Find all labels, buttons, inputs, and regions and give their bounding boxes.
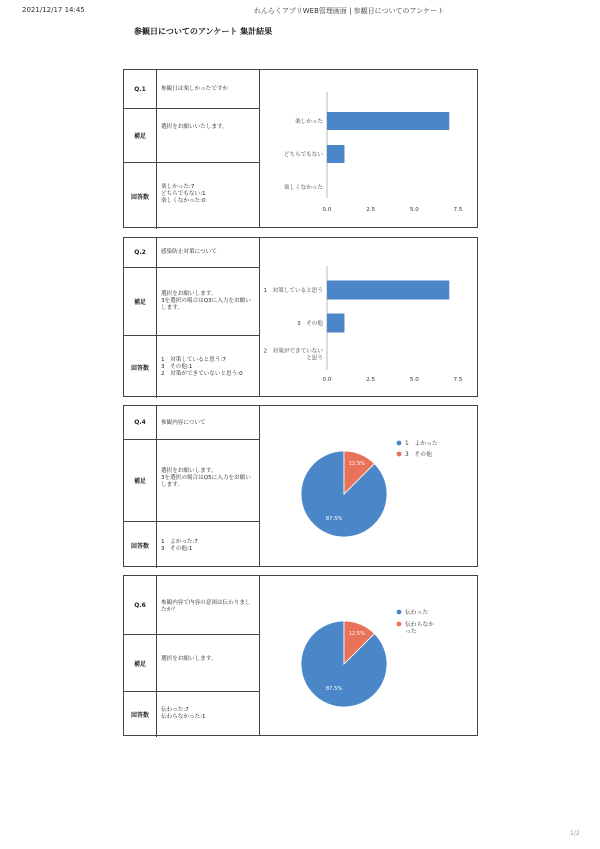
page-title: 参観日についてのアンケート 集計結果 <box>134 27 273 36</box>
supplement-row <box>124 108 260 162</box>
bar-chart-q1 <box>260 70 479 227</box>
x-tick-label: 5.0 <box>409 377 419 383</box>
legend-marker <box>397 610 402 615</box>
legend-label: 3 その他 <box>405 452 432 458</box>
supplement-text: 選択をお願いします。 3を選択の場合はQ5に入力をお願いします。 <box>161 468 251 488</box>
question-info-column <box>124 70 260 227</box>
slice-data-label: 87.5% <box>325 515 343 522</box>
x-tick-label: 5.0 <box>409 207 419 213</box>
pie-chart-q6 <box>260 576 479 735</box>
answers-text: 伝わった:7 伝わらなかった:1 <box>161 707 206 720</box>
supplement-text: 選択をお願いします。 3を選択の場合はQ3に入力をお願いします。 <box>161 291 251 311</box>
print-site-title: れんらくアプリWEB管理画面 | 参観日についてのアンケート <box>254 7 445 15</box>
x-tick-label: 2.5 <box>366 207 376 213</box>
question-block-q2 <box>123 237 478 397</box>
slice-data-label: 87.5% <box>325 685 343 692</box>
question-row <box>124 238 260 267</box>
x-tick-label: 0.0 <box>322 377 332 383</box>
supplement-label: 補足 <box>124 268 157 335</box>
category-label: 楽しかった <box>295 119 323 125</box>
bar <box>327 145 344 163</box>
answers-row <box>124 691 260 737</box>
category-label: 3 その他 <box>297 321 323 327</box>
answers-label: 回答数 <box>124 336 157 398</box>
legend-label: 1 よかった <box>405 441 438 447</box>
category-label: 2 対策ができていない <box>263 348 323 355</box>
question-block-q6 <box>123 575 478 736</box>
x-tick-label: 0.0 <box>322 207 332 213</box>
question-info-column <box>124 406 260 566</box>
answers-label: 回答数 <box>124 692 157 737</box>
answers-text: 1 対策していると思う:7 3 その他:1 2 対策ができていないと思う:0 <box>161 357 243 377</box>
slice-data-label: 12.5% <box>348 631 366 638</box>
supplement-text: 選択をお願いします。 <box>161 656 217 662</box>
legend-label: 伝わった <box>405 610 429 616</box>
question-row <box>124 406 260 439</box>
legend-label: 伝わらなか <box>405 622 434 628</box>
category-label: 楽しくなかった <box>283 185 323 191</box>
supplement-text: 選択をお願いいたします。 <box>161 124 228 130</box>
bar <box>327 314 344 333</box>
category-label: どちらでもない <box>283 152 323 158</box>
slice-data-label: 12.5% <box>348 461 366 468</box>
question-row <box>124 70 260 108</box>
legend-marker <box>397 452 402 457</box>
question-number: Q.2 <box>124 238 157 267</box>
x-tick-label: 7.5 <box>453 207 463 213</box>
question-text: 参観内容について <box>161 420 206 426</box>
supplement-row <box>124 267 260 335</box>
question-info-column <box>124 576 260 735</box>
supplement-row <box>124 634 260 691</box>
supplement-label: 補足 <box>124 109 157 162</box>
pie-chart-q4 <box>260 406 479 566</box>
page-number: 1/2 <box>570 830 580 837</box>
question-block-q1 <box>123 69 478 228</box>
legend-label: った <box>405 629 417 635</box>
answers-text: 楽しかった:7 どちらでもない:1 楽しくなかった:0 <box>161 184 206 204</box>
question-text: 感染防止対策について <box>161 249 217 255</box>
supplement-label: 補足 <box>124 635 157 691</box>
bar <box>327 112 449 130</box>
question-info-column <box>124 238 260 396</box>
question-number: Q.1 <box>124 70 157 108</box>
question-text: 参観日は楽しかったですか <box>161 86 229 92</box>
answers-text: 1 よかった:7 3 その他:1 <box>161 539 198 552</box>
print-date: 2021/12/17 14:45 <box>22 6 85 14</box>
answers-row <box>124 521 260 568</box>
question-text: 参観内容で内容の意図は伝わりましたか？ <box>161 600 251 613</box>
question-row <box>124 576 260 634</box>
bar-chart-q2 <box>260 238 479 396</box>
x-tick-label: 7.5 <box>453 377 463 383</box>
question-number: Q.4 <box>124 406 157 439</box>
category-label: 1 対策していると思う <box>263 288 323 294</box>
supplement-row <box>124 439 260 521</box>
legend-marker <box>397 441 402 446</box>
question-number: Q.6 <box>124 576 157 634</box>
answers-label: 回答数 <box>124 522 157 568</box>
supplement-label: 補足 <box>124 440 157 521</box>
x-tick-label: 2.5 <box>366 377 376 383</box>
category-label: と思う <box>306 355 323 362</box>
legend-marker <box>397 622 402 627</box>
bar <box>327 281 449 300</box>
answers-label: 回答数 <box>124 163 157 229</box>
answers-row <box>124 335 260 398</box>
question-block-q4 <box>123 405 478 567</box>
answers-row <box>124 162 260 229</box>
